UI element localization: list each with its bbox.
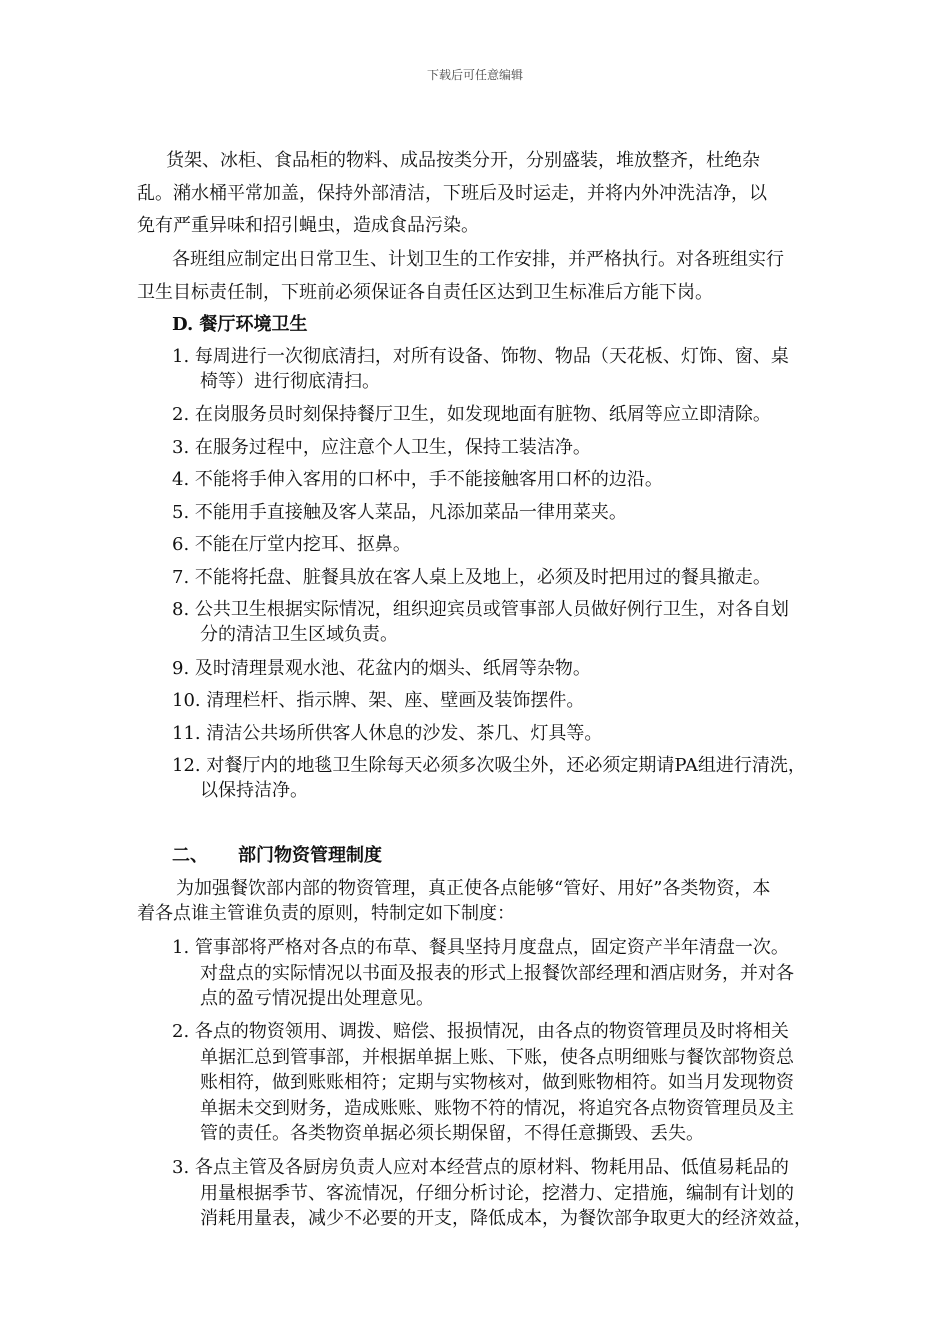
item-text: 不能用手直接触及客人菜品，凡添加菜品一律用菜夹。 bbox=[194, 502, 627, 523]
item-text: 不能将托盘、脏餐具放在客人桌上及地上，必须及时把用过的餐具撤走。 bbox=[194, 567, 771, 588]
item-number: 3. bbox=[172, 1157, 190, 1178]
list-item bbox=[172, 435, 591, 461]
intro-p1-line-3: 免有严重异味和招引蝇虫，造成食品污染。 bbox=[137, 215, 479, 236]
item-text: 各点的物资领用、调拨、赔偿、报损情况，由各点的物资管理员及时将相关 bbox=[194, 1021, 789, 1042]
section-d-heading: D. 餐厅环境卫生 bbox=[172, 314, 308, 335]
item-text-cont: 以保持洁净。 bbox=[200, 780, 308, 801]
list-item bbox=[172, 344, 789, 370]
list-item bbox=[172, 935, 789, 961]
list-item bbox=[172, 753, 806, 779]
item-text: 各点主管及各厨房负责人应对本经营点的原材料、物耗用品、低值易耗品的 bbox=[194, 1157, 789, 1178]
item-text: 公共卫生根据实际情况，组织迎宾员或管事部人员做好例行卫生，对各自划 bbox=[194, 599, 789, 620]
item-text: 及时清理景观水池、花盆内的烟头、纸屑等杂物。 bbox=[194, 658, 591, 679]
item-text-cont: 用量根据季节、客流情况，仔细分析讨论，挖潜力、定措施，编制有计划的 bbox=[200, 1183, 794, 1204]
intro-p2-line-2: 卫生目标责任制，下班前必须保证各自责任区达到卫生标准后方能下岗。 bbox=[137, 282, 713, 303]
item-number: 10. bbox=[172, 690, 201, 711]
intro-p1-line-1: 货架、冰柜、食品柜的物料、成品按类分开，分别盛装，堆放整齐，杜绝杂 bbox=[166, 150, 760, 171]
item-number: 9. bbox=[172, 658, 190, 679]
intro-p1-line-2: 乱。潲水桶平常加盖，保持外部清洁，下班后及时运走，并将内外冲洗洁净，以 bbox=[137, 183, 767, 204]
list-item bbox=[172, 565, 771, 591]
item-text: 清洁公共场所供客人休息的沙发、茶几、灯具等。 bbox=[206, 723, 603, 744]
item-text: 不能在厅堂内挖耳、抠鼻。 bbox=[194, 534, 411, 555]
item-text: 清理栏杆、指示牌、架、座、壁画及装饰摆件。 bbox=[206, 690, 585, 711]
item-text-cont: 椅等）进行彻底清扫。 bbox=[200, 371, 380, 392]
item-number: 2. bbox=[172, 1021, 190, 1042]
item-number: 4. bbox=[172, 469, 190, 490]
item-text: 对餐厅内的地毯卫生除每天必须多次吸尘外，还必须定期请PA组进行清洗， bbox=[206, 755, 806, 776]
intro-p2-line-1: 各班组应制定出日常卫生、计划卫生的工作安排，并严格执行。对各班组实行 bbox=[172, 249, 784, 270]
item-number: 5. bbox=[172, 502, 190, 523]
page-header: 下载后可任意编辑 bbox=[426, 68, 523, 82]
item-text: 管事部将严格对各点的布草、餐具坚持月度盘点，固定资产半年清盘一次。 bbox=[194, 937, 789, 958]
item-number: 8. bbox=[172, 599, 190, 620]
item-text-cont: 分的清洁卫生区域负责。 bbox=[200, 624, 398, 645]
item-text: 每周进行一次彻底清扫，对所有设备、饰物、物品（天花板、灯饰、窗、桌 bbox=[194, 346, 789, 367]
list-item bbox=[172, 721, 602, 747]
item-text-cont: 单据汇总到管事部，并根据单据上账、下账，使各点明细账与餐饮部物资总 bbox=[200, 1047, 794, 1068]
item-text: 不能将手伸入客用的口杯中，手不能接触客用口杯的边沿。 bbox=[194, 469, 663, 490]
item-text-cont: 对盘点的实际情况以书面及报表的形式上报餐饮部经理和酒店财务，并对各 bbox=[200, 963, 794, 984]
item-text-cont: 消耗用量表，减少不必要的开支，降低成本，为餐饮部争取更大的经济效益， bbox=[200, 1208, 812, 1229]
item-number: 1. bbox=[172, 937, 190, 958]
section-2-intro-line-1: 为加强餐饮部内部的物资管理，真正使各点能够“管好、用好”各类物资，本 bbox=[176, 878, 771, 899]
item-text: 在服务过程中，应注意个人卫生，保持工装洁净。 bbox=[194, 437, 591, 458]
section-2-number: 二、 bbox=[172, 845, 208, 866]
item-text-cont: 点的盈亏情况提出处理意见。 bbox=[200, 988, 434, 1009]
list-item bbox=[172, 532, 411, 558]
item-text-cont: 单据未交到财务，造成账账、账物不符的情况，将追究各点物资管理员及主 bbox=[200, 1098, 794, 1119]
list-item bbox=[172, 402, 771, 428]
item-text: 在岗服务员时刻保持餐厅卫生，如发现地面有脏物、纸屑等应立即清除。 bbox=[194, 404, 771, 425]
item-number: 2. bbox=[172, 404, 190, 425]
list-item bbox=[172, 500, 627, 526]
list-item bbox=[172, 656, 591, 682]
item-number: 3. bbox=[172, 437, 190, 458]
list-item bbox=[172, 597, 789, 623]
item-text-cont: 管的责任。各类物资单据必须长期保留，不得任意撕毁、丢失。 bbox=[200, 1123, 704, 1144]
list-item bbox=[172, 1019, 789, 1045]
item-number: 7. bbox=[172, 567, 190, 588]
section-2-intro-line-2: 着各点谁主管谁负责的原则，特制定如下制度： bbox=[137, 903, 515, 924]
item-text-cont: 账相符，做到账账相符；定期与实物核对，做到账物相符。如当月发现物资 bbox=[200, 1072, 794, 1093]
item-number: 6. bbox=[172, 534, 190, 555]
list-item bbox=[172, 688, 584, 714]
item-number: 12. bbox=[172, 755, 201, 776]
item-number: 11. bbox=[172, 723, 201, 744]
list-item bbox=[172, 467, 663, 493]
section-2-title: 部门物资管理制度 bbox=[238, 845, 382, 866]
item-number: 1. bbox=[172, 346, 190, 367]
list-item bbox=[172, 1155, 789, 1181]
